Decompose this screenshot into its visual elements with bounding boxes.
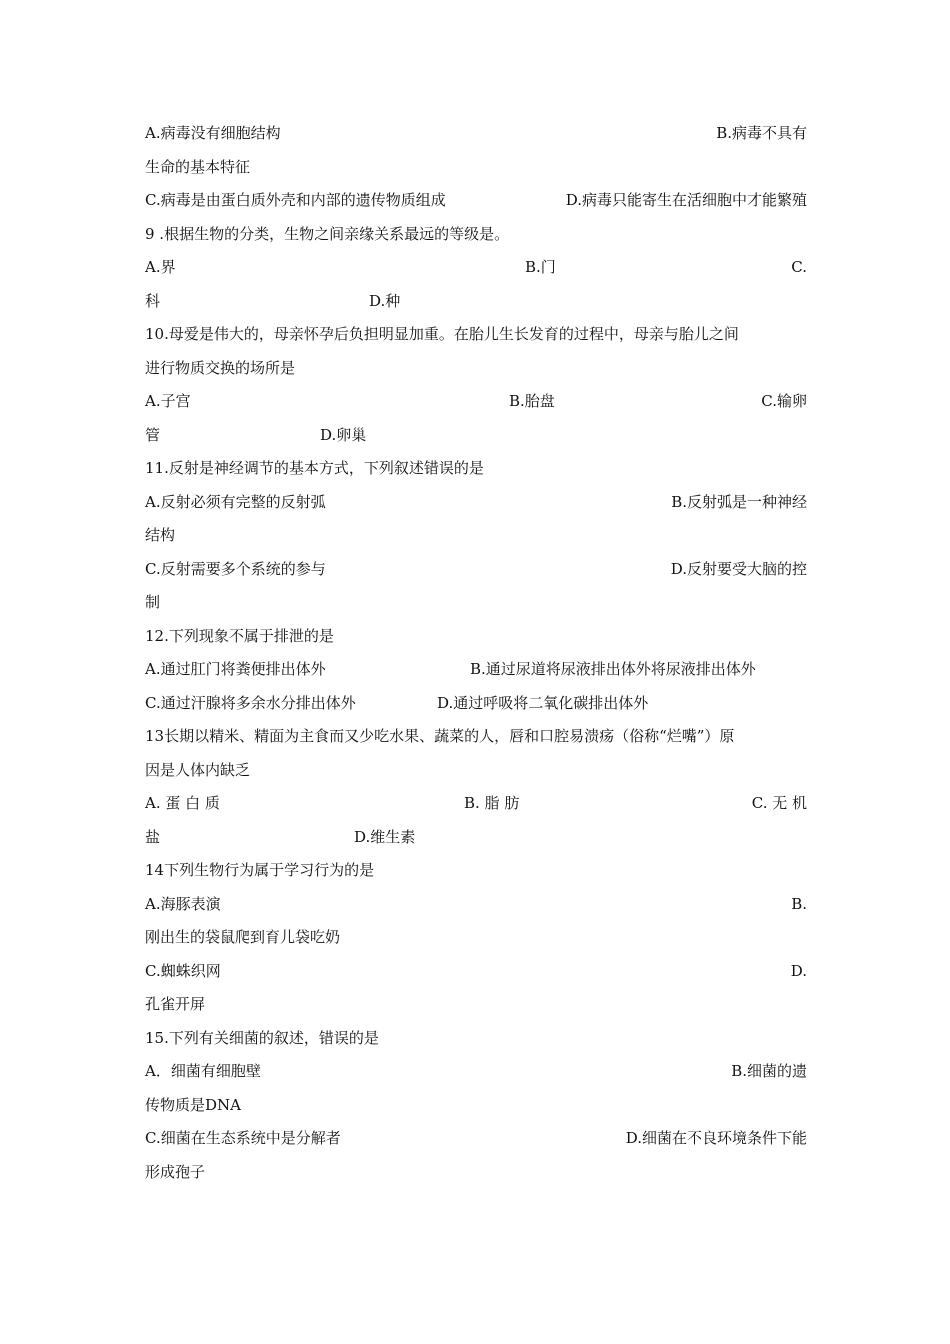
option-line	[145, 423, 807, 447]
option-text: 刚出生的袋鼠爬到育儿袋吃奶	[145, 928, 341, 946]
option-text: 制	[145, 593, 161, 611]
option-line	[145, 188, 807, 212]
option-line	[145, 791, 807, 815]
option-d: D.卵巢	[320, 426, 367, 444]
question-text: 12.下列现象不属于排泄的是	[145, 627, 334, 645]
option-c-continuation: 盐	[145, 828, 161, 846]
question-text: 11.反射是神经调节的基本方式，下列叙述错误的是	[145, 459, 484, 477]
option-line	[145, 1126, 807, 1150]
question-text: 14下列生物行为属于学习行为的是	[145, 861, 375, 879]
option-c: C.蜘蛛织网	[145, 962, 221, 980]
option-d: D.细菌在不良环境条件下能	[625, 1129, 807, 1147]
option-d: D.病毒只能寄生在活细胞中才能繁殖	[565, 191, 807, 209]
option-b: B.	[791, 895, 807, 913]
option-continuation	[145, 1160, 807, 1184]
option-text: 生命的基本特征	[145, 158, 251, 176]
option-b: B.反射弧是一种神经	[671, 493, 807, 511]
option-d: D.反射要受大脑的控	[670, 560, 807, 578]
question-14	[145, 858, 807, 882]
option-continuation	[145, 925, 807, 949]
option-c-continuation: 科	[145, 292, 161, 310]
option-text: 形成孢子	[145, 1163, 206, 1181]
option-line	[145, 691, 807, 715]
option-line	[145, 959, 807, 983]
option-d: D.	[790, 962, 807, 980]
question-continuation	[145, 356, 807, 380]
question-text: 13长期以精米、精面为主食而又少吃水果、蔬菜的人，唇和口腔易溃疡（俗称“烂嘴”）原	[145, 727, 735, 745]
option-d: D.通过呼吸将二氧化碳排出体外	[437, 694, 649, 712]
option-a: A.病毒没有细胞结构	[145, 124, 281, 142]
question-9	[145, 222, 807, 246]
option-text: 孔雀开屏	[145, 995, 206, 1013]
option-b: B.门	[525, 258, 556, 276]
option-c: C.	[791, 258, 807, 276]
option-c: C.通过汗腺将多余水分排出体外	[145, 694, 356, 712]
option-continuation	[145, 523, 807, 547]
question-text: 9 .根据生物的分类，生物之间亲缘关系最远的等级是。	[145, 225, 510, 243]
option-b: B.病毒不具有	[716, 124, 807, 142]
question-10	[145, 322, 807, 346]
option-line	[145, 825, 807, 849]
option-c: C.病毒是由蛋白质外壳和内部的遗传物质组成	[145, 191, 446, 209]
question-text: 15.下列有关细菌的叙述，错误的是	[145, 1029, 379, 1047]
option-line	[145, 121, 807, 145]
option-b: B. 脂 肪	[464, 794, 520, 812]
option-line	[145, 892, 807, 916]
option-c: C. 无 机	[751, 794, 807, 812]
option-continuation	[145, 992, 807, 1016]
option-b: B.胎盘	[509, 392, 555, 410]
option-continuation	[145, 1093, 807, 1117]
option-text: 结构	[145, 526, 176, 544]
option-a: A.海豚表演	[145, 895, 221, 913]
question-13	[145, 724, 807, 748]
option-c-continuation: 管	[145, 426, 161, 444]
question-12	[145, 624, 807, 648]
option-line	[145, 255, 807, 279]
option-a: A.通过肛门将粪便排出体外	[145, 660, 326, 678]
question-11	[145, 456, 807, 480]
option-a: A．细菌有细胞壁	[145, 1062, 261, 1080]
question-text: 进行物质交换的场所是	[145, 359, 296, 377]
option-line	[145, 557, 807, 581]
option-c: C.细菌在生态系统中是分解者	[145, 1129, 341, 1147]
option-b: B.通过尿道将尿液排出体外将尿液排出体外	[470, 660, 756, 678]
question-continuation	[145, 758, 807, 782]
option-d: D.维生素	[354, 828, 416, 846]
option-c: C.反射需要多个系统的参与	[145, 560, 326, 578]
option-line	[145, 389, 807, 413]
option-line	[145, 289, 807, 313]
option-c: C.输卵	[761, 392, 807, 410]
option-a: A. 蛋 白 质	[145, 794, 220, 812]
option-a: A.界	[145, 258, 176, 276]
option-continuation	[145, 590, 807, 614]
option-continuation	[145, 155, 807, 179]
option-line	[145, 657, 807, 681]
option-a: A.子宫	[145, 392, 191, 410]
option-line	[145, 490, 807, 514]
question-15	[145, 1026, 807, 1050]
option-b: B.细菌的遗	[731, 1062, 807, 1080]
option-d: D.种	[369, 292, 401, 310]
option-line	[145, 1059, 807, 1083]
option-a: A.反射必须有完整的反射弧	[145, 493, 326, 511]
question-text: 10.母爱是伟大的，母亲怀孕后负担明显加重。在胎儿生长发育的过程中，母亲与胎儿之间	[145, 325, 739, 343]
option-text: 传物质是DNA	[145, 1096, 241, 1114]
question-text: 因是人体内缺乏	[145, 761, 251, 779]
